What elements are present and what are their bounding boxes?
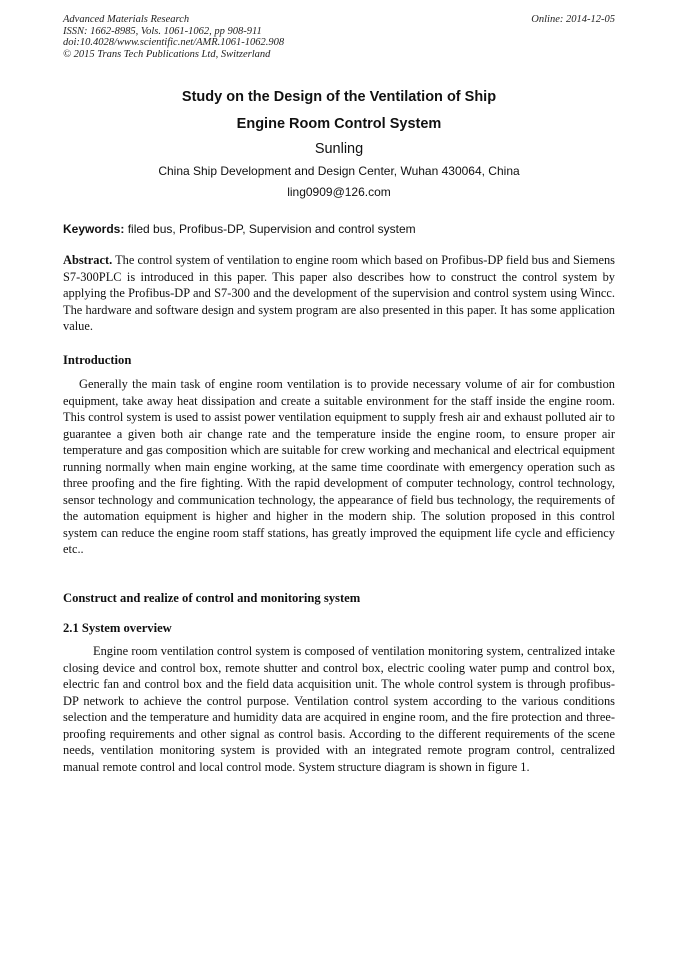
introduction-text: Generally the main task of engine room ventilation is to provide necessary volume of air for combustion equipment, take away heat dissipation and create a suitable environment for the staff inside the engine room. This control system is used to assist power ventilation equipment to supply fresh air and exhaust polluted air to guarantee a given both air change rate and the temperature inside the engine room, to ensure proper air temperature and gas composition which are suitable for crew working and mechanical and electrical equipment running normally when main engine working, at the same time coordinate with emergency operation such as three proofing and the fire fighting. With the rapid development of computer technology, control technology, sensor technology and communication technology, the appearance of field bus technology, the requirements of the automation equipment is higher and higher in the modern ship. The solution proposed in this control system can reduce the engine room staff stations, has greatly improved the equipment life cycle and efficiency etc.. bbox=[63, 377, 615, 556]
paper-title-line-2: Engine Room Control System bbox=[236, 116, 442, 132]
author-email: ling0909@126.com bbox=[287, 185, 391, 199]
section-2-1-heading: 2.1 System overview bbox=[63, 621, 172, 635]
abstract-label: Abstract. bbox=[63, 253, 113, 267]
keywords-text: filed bus, Profibus-DP, Supervision and control system bbox=[124, 222, 416, 236]
author-name: Sunling bbox=[314, 141, 364, 157]
abstract-text: The control system of ventilation to engine room which based on Profibus-DP field bus and Siemens S7-300PLC is introduced in this paper. This paper also describes how to construct the control system by applying the Profibus-DP and S7-300 and the development of the supervision and control system using Wincc. The hardware and software design and system program are also presented in this paper. It has some application value. bbox=[63, 253, 615, 333]
section-2-heading: Construct and realize of control and monitoring system bbox=[63, 591, 361, 605]
affiliation: China Ship Development and Design Center, Wuhan 430064, China bbox=[158, 164, 520, 178]
journal-name: Advanced Materials Research bbox=[63, 14, 190, 25]
section-2-1-text: Engine room ventilation control system is composed of ventilation monitoring system, centralized intake closing device and control box, remote shutter and control box, electric cooling water pump and control box, electric fan and control box and the field data acquisition unit. The whole control system is through profibus-DP network to achieve the control purpose. Ventilation control system according to the various conditions selection and the temperature and humidity data are acquired in engine room, and the fire protection and three-proofing requirements and other signal as control basis. According to the different requirements of the scene needs, ventilation monitoring system is provided with an integrated remote program control, centralized manual remote control and local control mode. System structure diagram is shown in figure 1. bbox=[63, 644, 615, 774]
paper-title-line-1: Study on the Design of the Ventilation of Ship bbox=[181, 89, 497, 105]
journal-header bbox=[63, 14, 615, 60]
keywords bbox=[63, 222, 615, 236]
issn-line: ISSN: 1662-8985, Vols. 1061-1062, pp 908-911 bbox=[63, 25, 262, 37]
doi-line: doi:10.4028/www.scientific.net/AMR.1061-1062.908 bbox=[63, 37, 285, 48]
abstract bbox=[63, 252, 615, 335]
keywords-label: Keywords: bbox=[63, 222, 125, 236]
introduction-heading: Introduction bbox=[63, 353, 132, 367]
online-date: Online: 2014-12-05 bbox=[531, 14, 615, 25]
copyright-line: © 2015 Trans Tech Publications Ltd, Switzerland bbox=[63, 48, 271, 60]
